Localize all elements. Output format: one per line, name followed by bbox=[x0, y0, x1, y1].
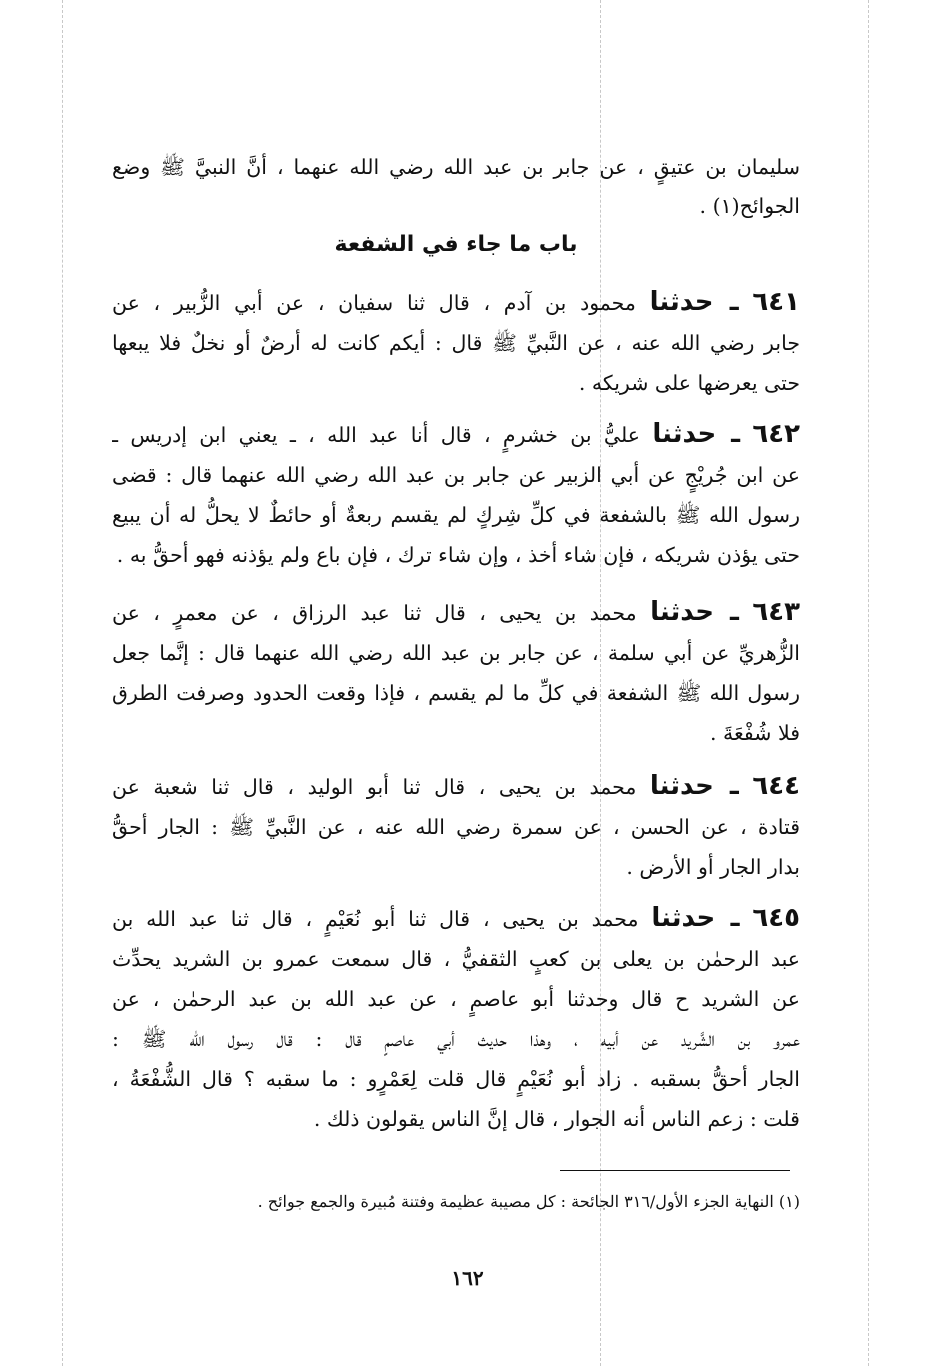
hadith-text: محمود بن آدم ، قال ثنا سفيان ، عن أبي الزُّبير ، عن bbox=[112, 291, 636, 315]
hadith-text: عن الشريد ح قال وحدثنا أبو عاصمٍ ، عن عبد الله بن عبد الرحمٰن ، عن bbox=[112, 987, 800, 1011]
footnote: (١) النهاية الجزء الأول/٣١٦ الجائحة : كل مصيبة عظيمة وفتنة مُبيرة والجمع جوائح . bbox=[257, 1192, 800, 1211]
hadith-number: ٦٤٢ bbox=[752, 419, 800, 449]
hadith-text: عليُّ بن خشرمٍ ، قال أنا عبد الله ، ـ يعني ابن إدريس ـ bbox=[112, 423, 641, 447]
hadith-643 bbox=[112, 592, 800, 753]
hadith-number: ٦٤١ bbox=[752, 287, 800, 317]
hadith-keyword: ـ حدثنا bbox=[649, 771, 739, 801]
hadith-number: ٦٤٣ bbox=[752, 597, 800, 627]
hadith-642 bbox=[112, 414, 800, 575]
page-number: ١٦٢ bbox=[451, 1266, 484, 1290]
hadith-text: عن ابن جُريْجٍ عن أبي الزبير عن جابر بن عبد الله رضي الله عنهما قال : قضى bbox=[112, 463, 800, 487]
hadith-text: محمد بن يحيى ، قال ثنا عبد الرزاق ، عن معمرٍ ، عن bbox=[112, 601, 637, 625]
intro-paragraph bbox=[112, 148, 800, 226]
chapter-heading: باب ما جاء في الشفعة bbox=[334, 232, 578, 257]
hadith-text: حتى يعرضها على شريكه . bbox=[578, 371, 800, 395]
hadith-text: الجار أحقُّ بسقبه . زاد أبو نُعَيْمٍ قال قلت لِعَمْرٍو : ما سقبه ؟ قال الشُّفْعَةُ ، bbox=[112, 1067, 800, 1091]
intro-line: سليمان بن عتيقٍ ، عن جابر بن عبد الله رضي الله عنهما ، أنَّ النبيَّ ﷺ وضع bbox=[112, 155, 800, 179]
hadith-text: محمد بن يحيى ، قال ثنا أبو الوليد ، قال ثنا شعبة عن bbox=[112, 775, 637, 799]
hadith-keyword: ـ حدثنا bbox=[650, 597, 739, 627]
hadith-644 bbox=[112, 766, 800, 887]
hadith-text: حتى يؤذن شريكه ، فإن شاء أخذ ، وإن شاء ترك ، فإن باع ولم يؤذنه فهو أحقُّ به . bbox=[116, 543, 800, 567]
footnote-separator bbox=[560, 1170, 790, 1171]
hadith-645 bbox=[112, 898, 800, 1139]
hadith-text: قلت : زعم الناس أنه الجوار ، قال إنَّ الناس يقولون ذلك . bbox=[313, 1107, 800, 1131]
hadith-number: ٦٤٤ bbox=[752, 771, 800, 801]
intro-line: الجوائح(١) . bbox=[699, 194, 800, 218]
hadith-text: عمرو بن الشَّريد عن أبيه ، وهذا حديث أبي عاصمٍ قال : قال رسول الله ﷺ : bbox=[112, 1027, 800, 1051]
hadith-text: رسول الله ﷺ الشفعة في كلِّ ما لم يقسم ، فإذا وقعت الحدود وصرفت الطرق bbox=[112, 681, 800, 705]
hadith-text: الزُّهريِّ عن أبي سلمة ، عن جابر بن عبد الله رضي الله عنهما قال : إنَّما جعل bbox=[112, 641, 800, 665]
hadith-text: فلا شُفْعَةَ . bbox=[709, 721, 800, 745]
hadith-text: قتادة ، عن الحسن ، عن سمرة رضي الله عنه ، عن النَّبيِّ ﷺ : الجار أحقُّ bbox=[112, 815, 800, 839]
hadith-keyword: ـ حدثنا bbox=[651, 903, 740, 933]
hadith-text: جابر رضي الله عنه ، عن النَّبيِّ ﷺ قال : أيكم كانت له أرضٌ أو نخلٌ فلا يبعها bbox=[112, 331, 800, 355]
hadith-number: ٦٤٥ bbox=[752, 903, 800, 933]
hadith-text: رسول الله ﷺ بالشفعة في كلِّ شِركٍ لم يقسم ربعةٌ أو حائطٌ لا يحلُّ له أن يبيع bbox=[112, 503, 800, 527]
hadith-text: بدار الجار أو الأرض . bbox=[626, 855, 800, 879]
hadith-text: محمد بن يحيى ، قال ثنا أبو نُعَيْمٍ ، قال ثنا عبد الله بن bbox=[112, 907, 639, 931]
scan-guide-line bbox=[62, 0, 63, 1366]
hadith-641 bbox=[112, 282, 800, 403]
scan-guide-line bbox=[868, 0, 869, 1366]
hadith-keyword: ـ حدثنا bbox=[652, 419, 741, 449]
hadith-text: عبد الرحمٰن بن يعلى بن كعبٍ الثقفيُّ ، قال سمعت عمرو بن الشريد يحدِّث bbox=[112, 947, 800, 971]
hadith-keyword: ـ حدثنا bbox=[649, 287, 739, 317]
